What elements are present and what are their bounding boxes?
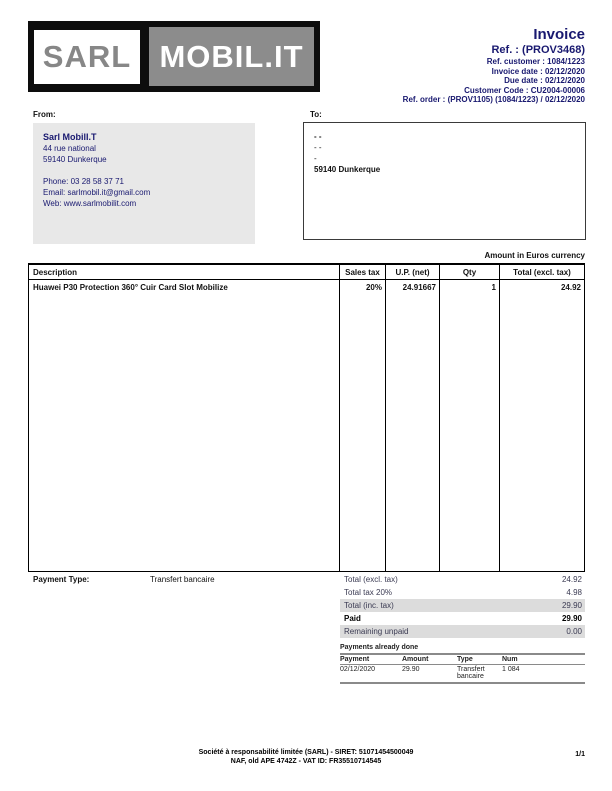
invoice-date: Invoice date : 02/12/2020 bbox=[491, 66, 585, 76]
payments-done-title: Payments already done bbox=[340, 644, 419, 651]
logo-sarl-text: SARL bbox=[34, 30, 140, 84]
payments-done-row bbox=[340, 665, 585, 682]
to-address-box bbox=[303, 122, 586, 240]
legal-footer bbox=[0, 749, 612, 766]
total-inc-tax-label: Total (inc. tax) bbox=[344, 601, 394, 610]
payment-type: Transfert bancaire bbox=[457, 666, 485, 680]
paid-label: Paid bbox=[344, 614, 361, 623]
item-description: Huawei P30 Protection 360° Cuir Card Slot Mobilize bbox=[29, 280, 340, 571]
paid-row bbox=[340, 612, 585, 625]
from-label: From: bbox=[33, 110, 56, 119]
item-sales-tax: 20% bbox=[340, 280, 386, 571]
to-line-1: - - bbox=[314, 132, 322, 141]
payments-done-table bbox=[340, 653, 585, 684]
payments-done-header bbox=[340, 655, 585, 665]
payment-amount: 29.90 bbox=[402, 666, 420, 673]
invoice-title: Invoice bbox=[533, 26, 585, 43]
items-table-row bbox=[29, 280, 584, 571]
footer-line-2: NAF, old APE 4742Z - VAT ID: FR35510714545 bbox=[230, 757, 382, 765]
to-line-2: - - bbox=[314, 143, 322, 152]
total-excl-tax-label: Total (excl. tax) bbox=[344, 575, 398, 584]
items-table-header bbox=[29, 265, 584, 280]
to-city: 59140 Dunkerque bbox=[314, 165, 381, 174]
header-total-excl-tax: Total (excl. tax) bbox=[513, 268, 571, 277]
item-total: 24.92 bbox=[560, 283, 581, 292]
payment-num: 1 084 bbox=[502, 666, 520, 673]
from-city: 59140 Dunkerque bbox=[43, 155, 107, 164]
total-excl-tax-row bbox=[340, 573, 585, 586]
ref-order: Ref. order : (PROV1105) (1084/1223) / 02/12/2020 bbox=[402, 95, 585, 104]
header-qty: Qty bbox=[440, 265, 500, 279]
payments-header-payment: Payment bbox=[340, 656, 370, 663]
remaining-unpaid-label: Remaining unpaid bbox=[344, 627, 409, 636]
footer-line-1: Société à responsabilité limitée (SARL) - SIRET: 51071454500049 bbox=[198, 749, 414, 756]
payments-header-num: Num bbox=[502, 656, 518, 663]
totals-block bbox=[340, 573, 585, 638]
page-number: 1/1 bbox=[575, 751, 585, 758]
header-description: Description bbox=[29, 265, 340, 279]
total-tax-row bbox=[340, 586, 585, 599]
customer-code: Customer Code : CU2004-00006 bbox=[464, 85, 585, 95]
total-excl-tax-value: 24.92 bbox=[561, 575, 582, 584]
remaining-unpaid-row bbox=[340, 625, 585, 638]
currency-note: Amount in Euros currency bbox=[484, 251, 585, 260]
total-inc-tax-value: 29.90 bbox=[561, 601, 582, 610]
payment-type-label: Payment Type: bbox=[33, 575, 90, 584]
item-qty: 1 bbox=[440, 280, 500, 571]
from-address-box bbox=[33, 123, 255, 244]
from-company-name: Sarl MobilI.T bbox=[43, 132, 97, 142]
from-web: Web: www.sarlmobilit.com bbox=[43, 199, 137, 208]
items-table bbox=[28, 263, 585, 572]
from-email: Email: sarlmobil.it@gmail.com bbox=[43, 188, 151, 197]
header-sales-tax: Sales tax bbox=[340, 265, 386, 279]
total-tax-value: 4.98 bbox=[566, 588, 582, 597]
item-unit-price: 24.91667 bbox=[386, 280, 440, 571]
paid-value: 29.90 bbox=[561, 614, 582, 623]
due-date: Due date : 02/12/2020 bbox=[504, 76, 585, 85]
from-street: 44 rue national bbox=[43, 144, 96, 153]
from-phone: Phone: 03 28 58 37 71 bbox=[43, 177, 124, 186]
payment-date: 02/12/2020 bbox=[340, 666, 376, 673]
invoice-header bbox=[403, 26, 585, 105]
header-unit-price: U.P. (net) bbox=[386, 265, 440, 279]
to-line-3: - bbox=[314, 154, 317, 163]
payment-type-value: Transfert bancaire bbox=[150, 575, 215, 584]
payments-header-type: Type bbox=[457, 656, 473, 663]
from-spacer bbox=[43, 165, 245, 176]
total-tax-label: Total tax 20% bbox=[344, 588, 393, 597]
invoice-ref: Ref. : (PROV3468) bbox=[491, 44, 585, 56]
total-inc-tax-row bbox=[340, 599, 585, 612]
to-label: To: bbox=[310, 110, 322, 119]
company-logo bbox=[28, 21, 320, 92]
logo-mobil-text: MOBIL.IT bbox=[149, 27, 314, 86]
ref-customer: Ref. customer : 1084/1223 bbox=[486, 57, 585, 66]
remaining-unpaid-value: 0.00 bbox=[566, 627, 582, 636]
payments-done-block bbox=[340, 644, 585, 684]
payments-header-amount: Amount bbox=[402, 656, 429, 663]
